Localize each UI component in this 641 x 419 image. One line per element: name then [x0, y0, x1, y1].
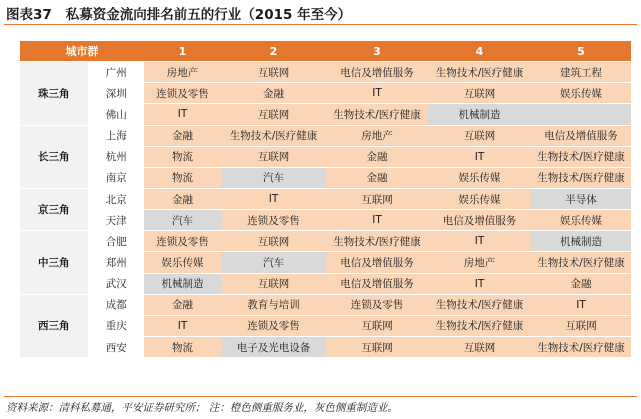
table-row	[20, 62, 631, 83]
table-row	[20, 125, 631, 146]
city-cell: 西安	[88, 336, 144, 357]
table-row	[20, 273, 631, 294]
industry-cell-rank-5: 生物技术/医疗健康	[531, 146, 631, 167]
industry-cell-rank-3: 电信及增值服务	[326, 62, 428, 83]
table-row	[20, 210, 631, 231]
city-cell: 上海	[88, 125, 144, 146]
industry-cell-rank-2: 汽车	[221, 252, 326, 273]
region-cell: 中三角	[20, 231, 88, 294]
industry-cell-rank-4: 生物技术/医疗健康	[428, 294, 531, 315]
industry-cell-rank-3: 生物技术/医疗健康	[326, 231, 428, 252]
header-rank-1: 1	[144, 41, 221, 62]
industry-cell-rank-3: 连锁及零售	[326, 294, 428, 315]
industry-cell-rank-1: 汽车	[144, 210, 221, 231]
industry-cell-rank-5	[531, 104, 631, 125]
table-row	[20, 294, 631, 315]
city-cell: 南京	[88, 167, 144, 188]
industry-cell-rank-4: 娱乐传媒	[428, 167, 531, 188]
industry-cell-rank-5: IT	[531, 294, 631, 315]
industry-cell-rank-1: 连锁及零售	[144, 83, 221, 104]
industry-cell-rank-2: 互联网	[221, 273, 326, 294]
city-cell: 深圳	[88, 83, 144, 104]
industry-cell-rank-4: 互联网	[428, 336, 531, 357]
industry-cell-rank-2: 金融	[221, 83, 326, 104]
figure-label: 图表37	[6, 7, 52, 23]
industry-cell-rank-1: 物流	[144, 146, 221, 167]
industry-cell-rank-1: 金融	[144, 125, 221, 146]
industry-cell-rank-5: 电信及增值服务	[531, 125, 631, 146]
industry-cell-rank-4: IT	[428, 273, 531, 294]
industry-ranking-table	[20, 41, 631, 358]
industry-cell-rank-3: 电信及增值服务	[326, 252, 428, 273]
industry-cell-rank-4: 互联网	[428, 125, 531, 146]
city-cell: 佛山	[88, 104, 144, 125]
table-row	[20, 231, 631, 252]
industry-cell-rank-5: 生物技术/医疗健康	[531, 252, 631, 273]
industry-cell-rank-5: 互联网	[531, 315, 631, 336]
industry-cell-rank-4: 娱乐传媒	[428, 188, 531, 209]
table-row	[20, 83, 631, 104]
source-note: 资料来源：清科私募通，平安证券研究所； 注：橙色侧重服务业，灰色侧重制造业。	[6, 402, 398, 414]
city-cell: 广州	[88, 62, 144, 83]
industry-cell-rank-3: 互联网	[326, 315, 428, 336]
city-cell: 天津	[88, 210, 144, 231]
industry-cell-rank-5: 生物技术/医疗健康	[531, 336, 631, 357]
header-region-city: 城市群	[20, 41, 144, 62]
header-row	[20, 41, 631, 62]
industry-cell-rank-3: 互联网	[326, 336, 428, 357]
region-cell: 京三角	[20, 188, 88, 230]
industry-cell-rank-5: 娱乐传媒	[531, 83, 631, 104]
industry-cell-rank-3: IT	[326, 210, 428, 231]
city-cell: 合肥	[88, 231, 144, 252]
industry-cell-rank-2: IT	[221, 188, 326, 209]
title-divider	[4, 24, 637, 25]
city-cell: 成都	[88, 294, 144, 315]
industry-cell-rank-3: 房地产	[326, 125, 428, 146]
industry-cell-rank-4: IT	[428, 231, 531, 252]
industry-cell-rank-4: 机械制造	[428, 104, 531, 125]
industry-cell-rank-2: 互联网	[221, 62, 326, 83]
header-rank-5: 5	[531, 41, 631, 62]
industry-cell-rank-1: 房地产	[144, 62, 221, 83]
header-rank-4: 4	[428, 41, 531, 62]
table-body	[20, 62, 631, 358]
industry-cell-rank-4: 生物技术/医疗健康	[428, 315, 531, 336]
table-row	[20, 188, 631, 209]
industry-cell-rank-1: 金融	[144, 294, 221, 315]
table-row	[20, 104, 631, 125]
city-cell: 武汉	[88, 273, 144, 294]
industry-cell-rank-1: 娱乐传媒	[144, 252, 221, 273]
region-cell: 长三角	[20, 125, 88, 188]
footer-divider	[4, 396, 637, 397]
industry-cell-rank-5: 建筑工程	[531, 62, 631, 83]
industry-cell-rank-2: 连锁及零售	[221, 315, 326, 336]
industry-cell-rank-1: 物流	[144, 336, 221, 357]
table-row	[20, 167, 631, 188]
industry-cell-rank-4: IT	[428, 146, 531, 167]
industry-cell-rank-3: 金融	[326, 167, 428, 188]
industry-cell-rank-2: 电子及光电设备	[221, 336, 326, 357]
industry-cell-rank-5: 金融	[531, 273, 631, 294]
industry-cell-rank-3: 生物技术/医疗健康	[326, 104, 428, 125]
industry-cell-rank-4: 互联网	[428, 83, 531, 104]
industry-cell-rank-2: 互联网	[221, 146, 326, 167]
region-cell: 西三角	[20, 294, 88, 357]
city-cell: 杭州	[88, 146, 144, 167]
industry-cell-rank-4: 电信及增值服务	[428, 210, 531, 231]
industry-cell-rank-1: IT	[144, 315, 221, 336]
industry-cell-rank-1: IT	[144, 104, 221, 125]
industry-cell-rank-2: 连锁及零售	[221, 210, 326, 231]
region-cell: 珠三角	[20, 62, 88, 125]
city-cell: 重庆	[88, 315, 144, 336]
industry-cell-rank-2: 生物技术/医疗健康	[221, 125, 326, 146]
industry-cell-rank-3: IT	[326, 83, 428, 104]
industry-cell-rank-5: 娱乐传媒	[531, 210, 631, 231]
header-rank-2: 2	[221, 41, 326, 62]
industry-cell-rank-1: 机械制造	[144, 273, 221, 294]
industry-cell-rank-3: 互联网	[326, 188, 428, 209]
industry-cell-rank-2: 互联网	[221, 231, 326, 252]
industry-cell-rank-5: 半导体	[531, 188, 631, 209]
industry-cell-rank-2: 汽车	[221, 167, 326, 188]
industry-cell-rank-4: 房地产	[428, 252, 531, 273]
industry-cell-rank-3: 金融	[326, 146, 428, 167]
figure-title: 私募资金流向排名前五的行业（2015 年至今）	[65, 7, 352, 23]
city-cell: 北京	[88, 188, 144, 209]
table-row	[20, 315, 631, 336]
table-row	[20, 146, 631, 167]
figure-title-bar	[6, 3, 351, 23]
industry-cell-rank-1: 物流	[144, 167, 221, 188]
industry-cell-rank-2: 互联网	[221, 104, 326, 125]
industry-cell-rank-1: 金融	[144, 188, 221, 209]
industry-cell-rank-5: 生物技术/医疗健康	[531, 167, 631, 188]
industry-cell-rank-2: 教育与培训	[221, 294, 326, 315]
industry-cell-rank-3: 电信及增值服务	[326, 273, 428, 294]
industry-cell-rank-5: 机械制造	[531, 231, 631, 252]
header-rank-3: 3	[326, 41, 428, 62]
table-row	[20, 336, 631, 357]
city-cell: 郑州	[88, 252, 144, 273]
industry-cell-rank-4: 生物技术/医疗健康	[428, 62, 531, 83]
industry-cell-rank-1: 连锁及零售	[144, 231, 221, 252]
table-row	[20, 252, 631, 273]
